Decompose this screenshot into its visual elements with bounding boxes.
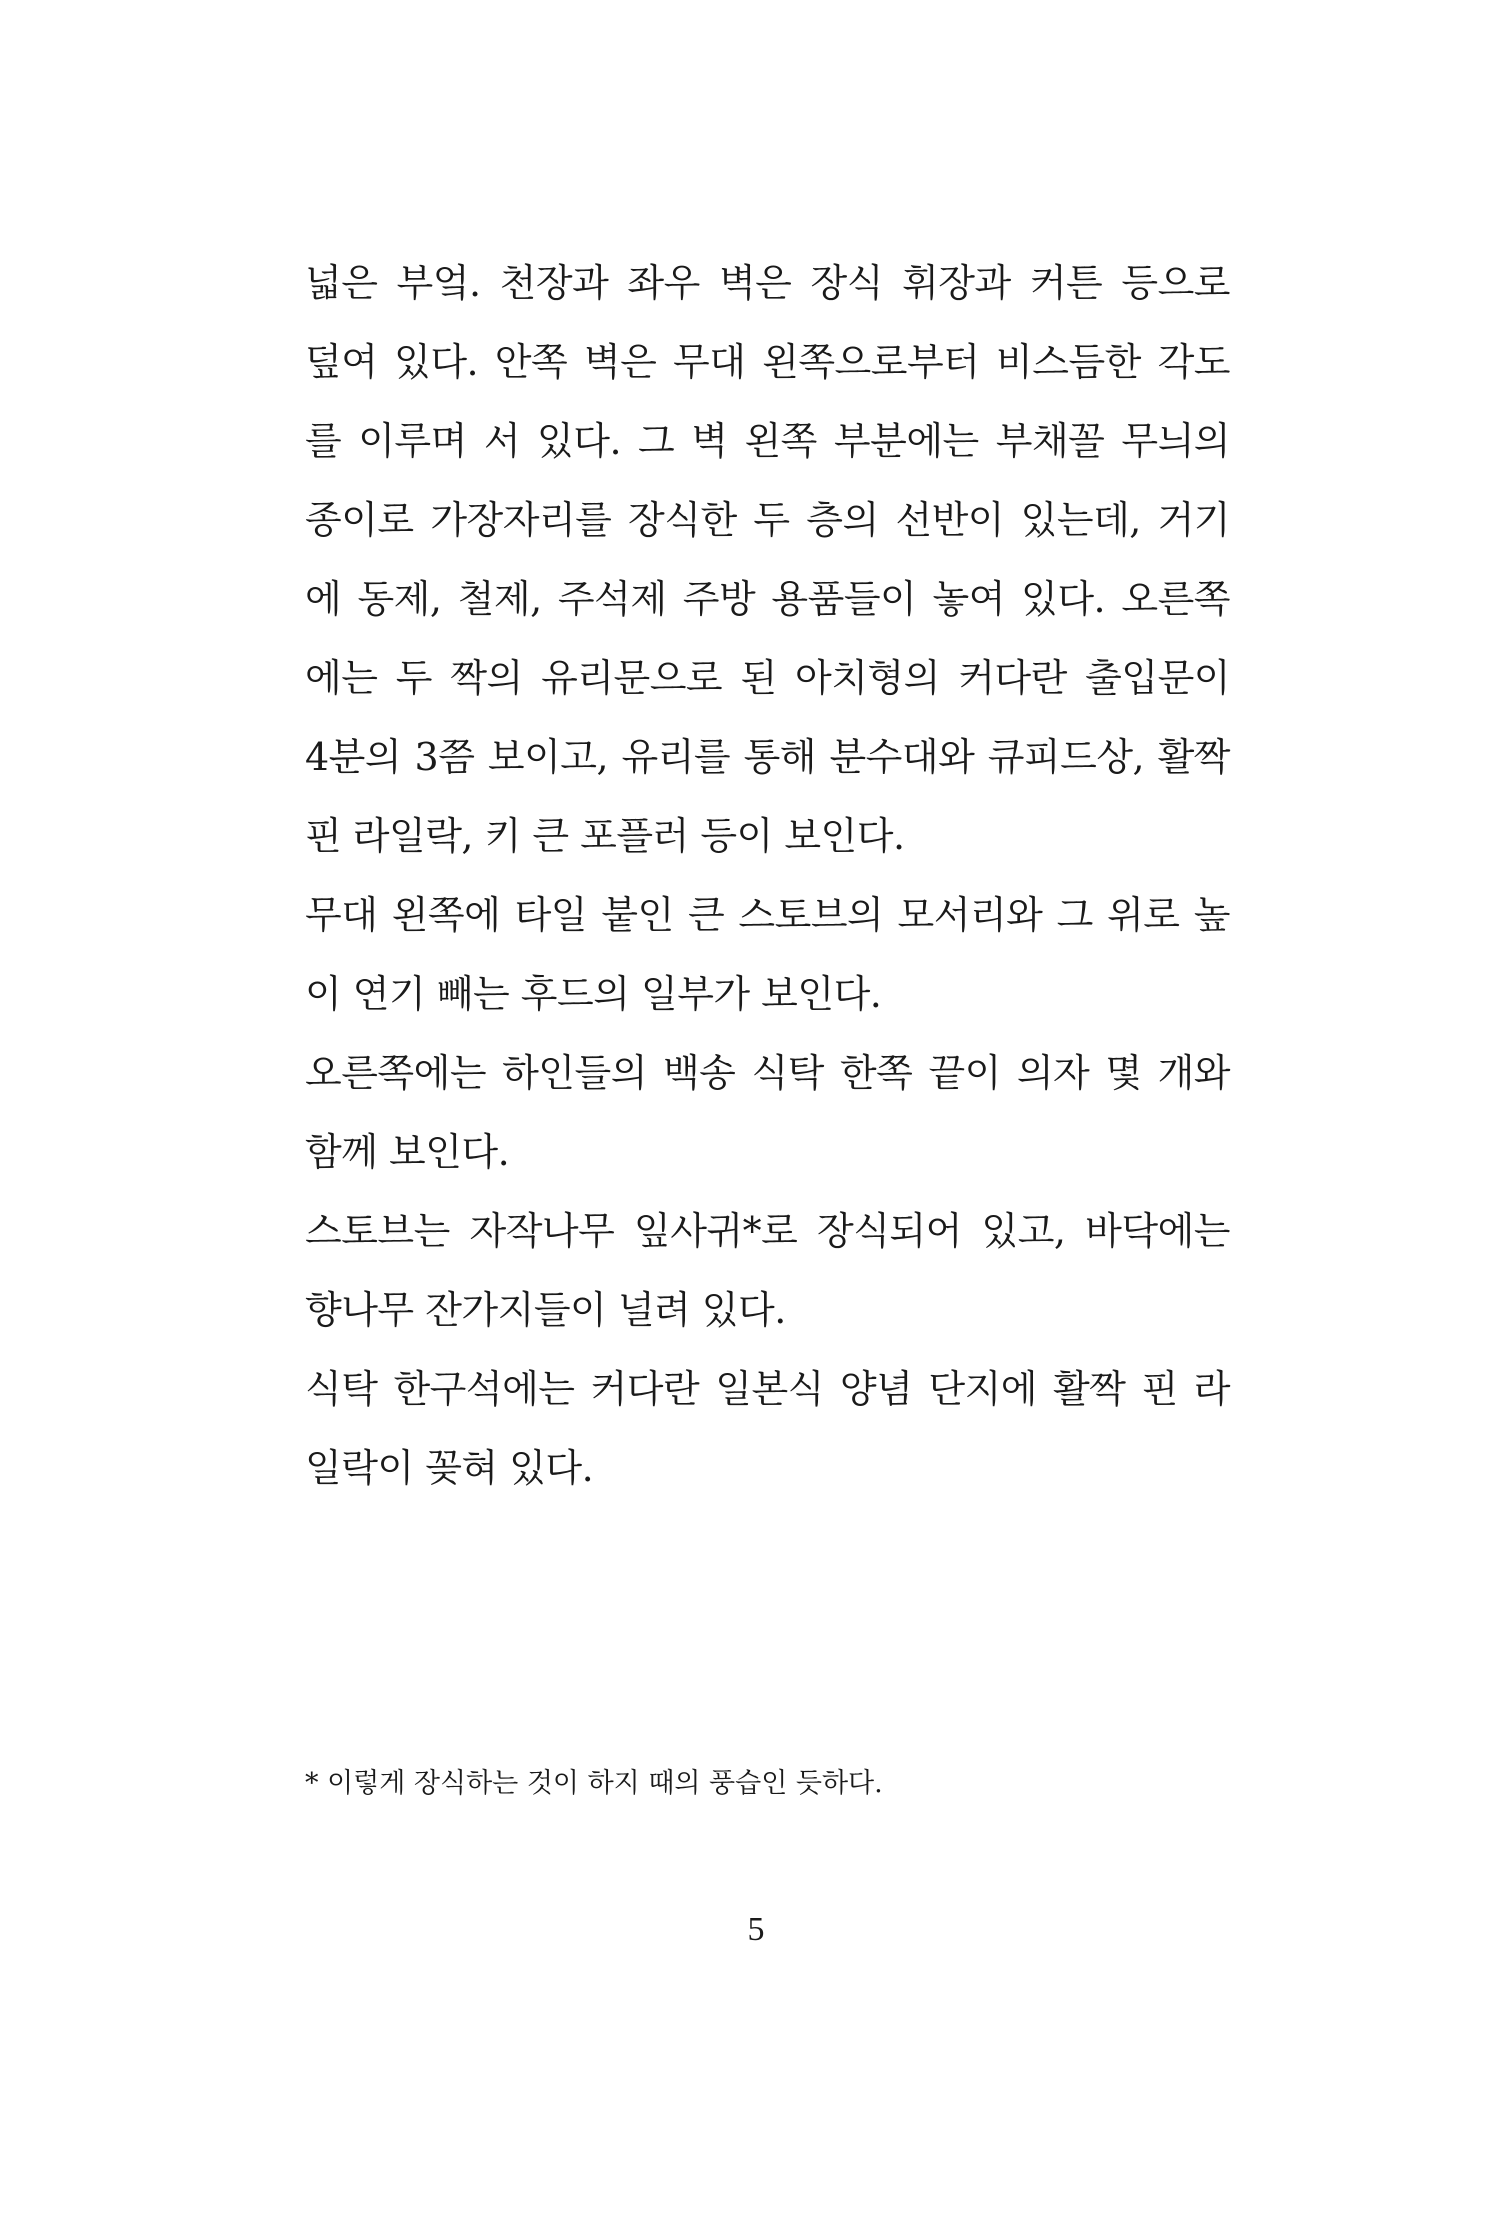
text-line: 식탁 한구석에는 커다란 일본식 양념 단지에 활짝 핀 라 [305, 1367, 1230, 1411]
paragraph-servants-table [305, 1034, 1230, 1192]
paragraph-kitchen-description [305, 244, 1230, 876]
text-line: 핀 라일락, 키 큰 포플러 등이 보인다. [305, 814, 905, 858]
text-line: 일락이 꽂혀 있다. [305, 1446, 594, 1490]
text-line: 무대 왼쪽에 타일 붙인 큰 스토브의 모서리와 그 위로 높 [305, 893, 1230, 937]
text-line: 넓은 부엌. 천장과 좌우 벽은 장식 휘장과 커튼 등으로 [305, 261, 1230, 305]
text-line: 덮여 있다. 안쪽 벽은 무대 왼쪽으로부터 비스듬한 각도 [305, 340, 1230, 384]
text-line: 에 동제, 철제, 주석제 주방 용품들이 놓여 있다. 오른쪽 [305, 577, 1230, 621]
text-line: 함께 보인다. [305, 1130, 510, 1174]
text-line: 오른쪽에는 하인들의 백송 식탁 한쪽 끝이 의자 몇 개와 [305, 1051, 1230, 1095]
paragraph-stove [305, 876, 1230, 1034]
page-number: 5 [747, 1911, 765, 1948]
paragraph-birch-leaves [305, 1192, 1230, 1350]
text-line: 이 연기 빼는 후드의 일부가 보인다. [305, 972, 882, 1016]
stage-direction-text [305, 244, 1230, 1508]
text-line: 를 이루며 서 있다. 그 벽 왼쪽 부분에는 부채꼴 무늬의 [305, 419, 1230, 463]
paragraph-lilac-jar [305, 1350, 1230, 1508]
text-line: 스토브는 자작나무 잎사귀*로 장식되어 있고, 바닥에는 [305, 1209, 1230, 1253]
text-line: 4분의 3쯤 보이고, 유리를 통해 분수대와 큐피드상, 활짝 [305, 735, 1230, 779]
text-line: 에는 두 짝의 유리문으로 된 아치형의 커다란 출입문이 [305, 656, 1230, 700]
text-line: 종이로 가장자리를 장식한 두 층의 선반이 있는데, 거기 [305, 498, 1230, 542]
footnote: * 이렇게 장식하는 것이 하지 때의 풍습인 듯하다. [305, 1768, 883, 1799]
text-line: 향나무 잔가지들이 널려 있다. [305, 1288, 786, 1332]
